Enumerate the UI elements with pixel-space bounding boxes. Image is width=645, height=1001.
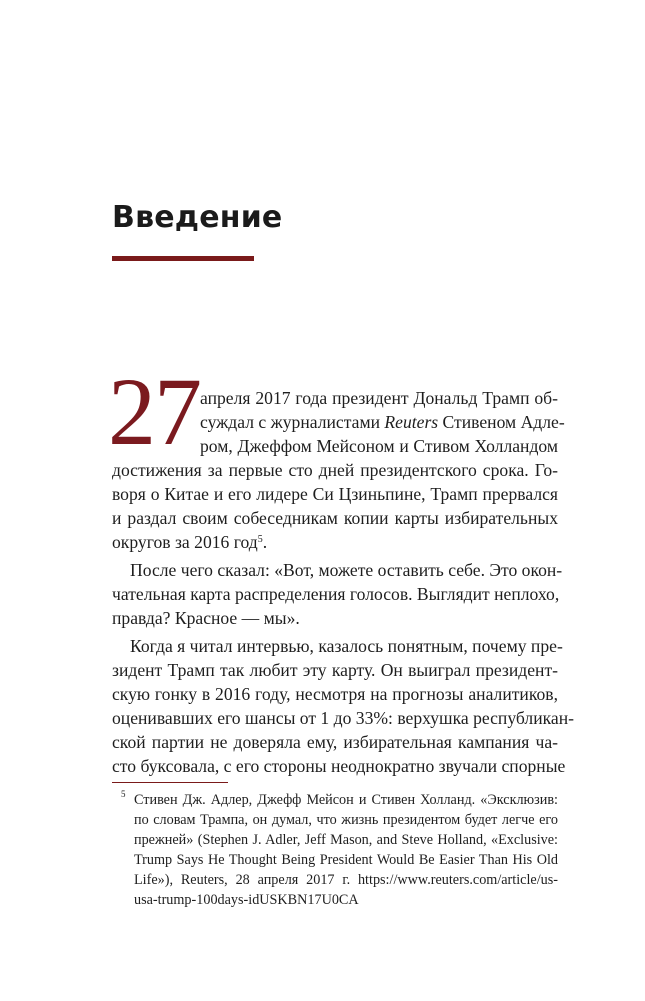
footnote-line-3: прежней» (Stephen J. Adler, Jeff Mason, and Steve Holland, «Exclusive: — [134, 832, 558, 848]
title-underline — [112, 256, 254, 261]
body-line-10: правда? Красное — мы». — [112, 608, 300, 628]
footnote-divider — [112, 782, 228, 783]
chapter-title: Введение — [112, 200, 283, 235]
body-line-15: ской партии не доверяла ему, избирательная кампания ча- — [112, 732, 558, 752]
body-text: суждал с журналистами — [200, 412, 385, 432]
footnote-line-6[interactable]: usa-trump-100days-idUSKBN17U0CA — [134, 892, 359, 908]
publication-name: Reuters — [384, 412, 439, 432]
footnote-number: 5 — [121, 789, 126, 799]
body-line-11: Когда я читал интервью, казалось понятным, почему пре- — [130, 636, 563, 656]
body-line-3: ром, Джеффом Мейсоном и Стивом Холландом — [200, 436, 558, 456]
body-line-9: чательная карта распределения голосов. Выглядит неплохо, — [112, 584, 560, 604]
footnote-line-4: Trump Says He Thought Being President Would Be Easier Than His Old — [134, 852, 558, 868]
body-line-2 — [200, 410, 565, 434]
body-line-12: зидент Трамп так любит эту карту. Он выиграл президент- — [112, 660, 558, 680]
drop-cap: 27 — [108, 358, 200, 465]
footnote-ref[interactable]: 5 — [257, 534, 263, 545]
body-line-13: скую гонку в 2016 году, несмотря на прогнозы аналитиков, — [112, 684, 558, 704]
body-line-7 — [112, 530, 558, 554]
body-line-14: оценивавших его шансы от 1 до 33%: верхушка республикан- — [112, 708, 574, 728]
body-line-5: воря о Китае и его лидере Си Цзиньпине, Трамп прервался — [112, 484, 558, 504]
footnote-line-2: по словам Трампа, он думал, что жизнь президентом будет легче его — [134, 812, 558, 828]
body-text: . — [262, 532, 268, 552]
footnote-line-1: Стивен Дж. Адлер, Джефф Мейсон и Стивен Холланд. «Эксклюзив: — [134, 792, 558, 808]
body-line-6: и раздал своим собеседникам копии карты избирательных — [112, 508, 558, 528]
body-line-16: сто буксовала, с его стороны неоднократно звучали спорные — [112, 756, 566, 776]
body-line-4: достижения за первые сто дней президентского срока. Го- — [112, 460, 558, 480]
footnote-line-5[interactable]: Life»), Reuters, 28 апреля 2017 г. https://www.reuters.com/article/us- — [134, 872, 558, 888]
body-text: округов за 2016 год — [112, 532, 258, 552]
body-line-1: апреля 2017 года президент Дональд Трамп об- — [200, 388, 558, 408]
body-text: Стивеном Адле- — [438, 412, 565, 432]
body-line-8: После чего сказал: «Вот, можете оставить себе. Это окон- — [130, 560, 563, 580]
